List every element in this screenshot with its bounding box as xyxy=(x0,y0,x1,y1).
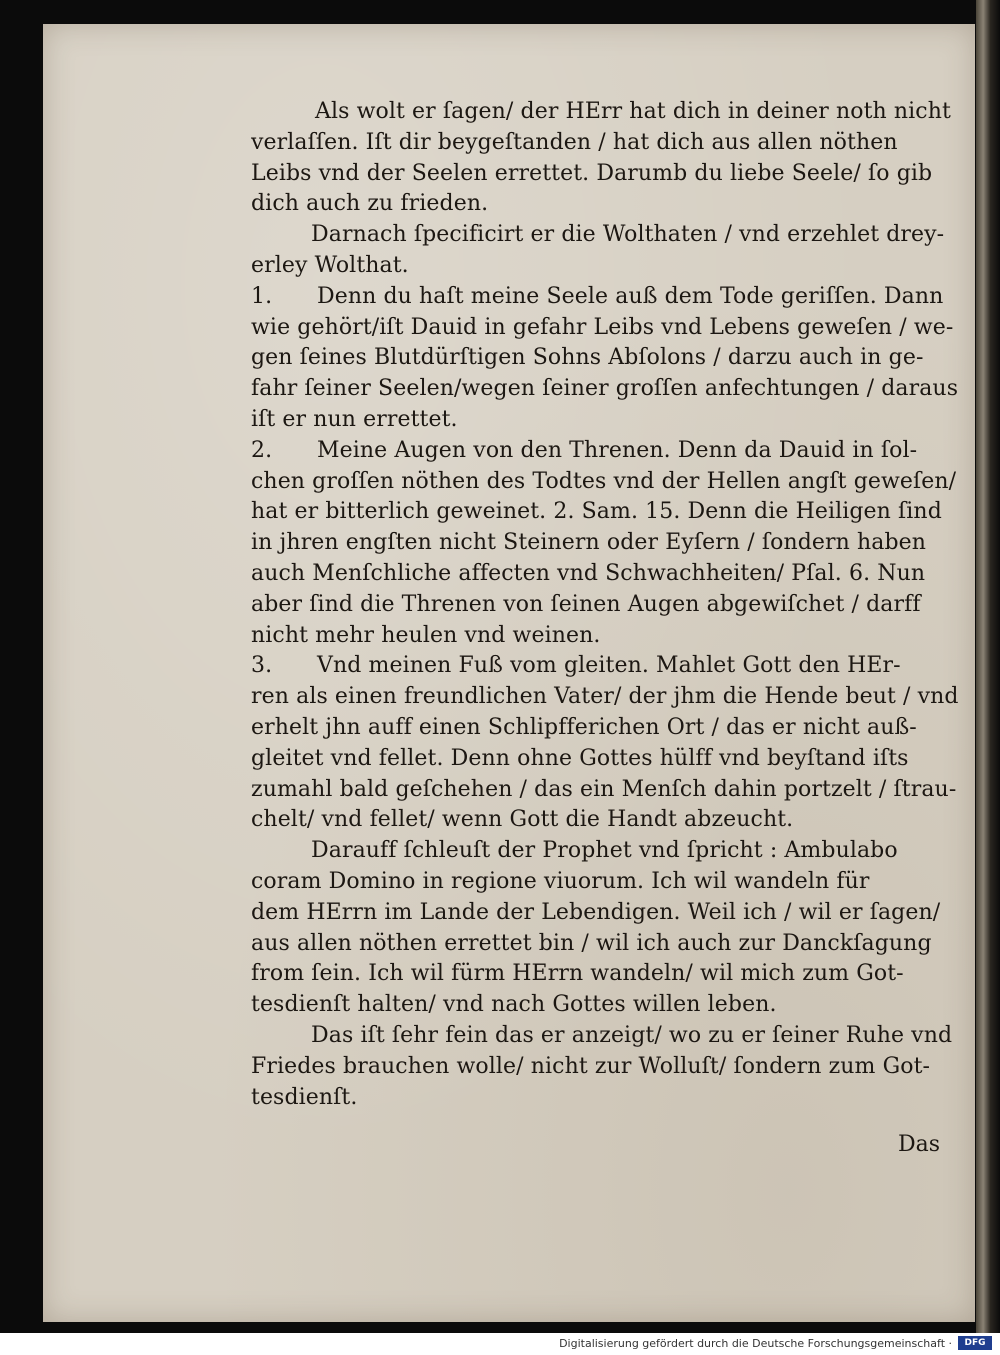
text-line: wie gehört/iſt Dauid in gefahr Leibs vnd Lebens geweſen / we- xyxy=(251,314,954,340)
text-line: aber ſind die Threnen von ſeinen Augen abgewiſchet / darff xyxy=(251,591,921,617)
text-line: hat er bitterlich geweinet. 2. Sam. 15. Denn die Heiligen ſind xyxy=(251,499,942,525)
text-line: Friedes brauchen wolle/ nicht zur Wolluſt/ ſondern zum Got- xyxy=(251,1053,931,1079)
text-line: tesdienſt halten/ vnd nach Gottes willen leben. xyxy=(251,992,777,1018)
numbered-paragraph-3 xyxy=(251,651,995,682)
text-line: Meine Augen von den Threnen. Denn da Dauid in ſol- xyxy=(317,437,918,463)
numbered-paragraph-2 xyxy=(251,436,995,467)
text-line: tesdienſt. xyxy=(251,1084,358,1110)
paragraph-number: 1. xyxy=(251,283,273,309)
text-line: nicht mehr heulen vnd weinen. xyxy=(251,622,601,648)
text-line: erhelt jhn auff einen Schlipfferichen Ort / das er nicht auß- xyxy=(251,714,917,740)
numbered-paragraph-1 xyxy=(251,282,995,313)
text-line: in jhren engſten nicht Steinern oder Eyſern / ſondern haben xyxy=(251,530,927,556)
text-line: auch Menſchliche affecten vnd Schwachheiten/ Pſal. 6. Nun xyxy=(251,560,926,586)
text-line: erley Wolthat. xyxy=(251,252,409,278)
funding-credit: Digitalisierung gefördert durch die Deutsche Forschungsgemeinschaft · xyxy=(559,1337,952,1350)
text-line: coram Domino in regione viuorum. Ich wil wandeln für xyxy=(251,868,870,894)
text-line: verlaſſen. Iſt dir beygeſtanden / hat dich aus allen nöthen xyxy=(251,129,898,155)
text-line: dem HErrn im Lande der Lebendigen. Weil ich / wil er ſagen/ xyxy=(251,899,941,925)
text-line: Vnd meinen Fuß vom gleiten. Mahlet Gott den HEr- xyxy=(317,653,901,679)
page-text xyxy=(251,97,995,1113)
text-line: aus allen nöthen errettet bin / wil ich auch zur Danckſagung xyxy=(251,930,932,956)
text-line: ren als einen freundlichen Vater/ der jhm die Hende beut / vnd xyxy=(251,684,959,710)
text-line: Das iſt ſehr fein das er anzeigt/ wo zu er ſeiner Ruhe vnd xyxy=(311,1022,953,1048)
paragraph-number: 3. xyxy=(251,653,273,679)
text-line: iſt er nun errettet. xyxy=(251,406,458,432)
text-line: chen groſſen nöthen des Todtes vnd der Hellen angſt geweſen/ xyxy=(251,468,957,494)
text-line: gen ſeines Blutdürſtigen Sohns Abſolons / darzu auch in ge- xyxy=(251,345,924,371)
text-line: Denn du haſt meine Seele auß dem Tode geriſſen. Dann xyxy=(317,283,944,309)
text-line: fahr ſeiner Seelen/wegen ſeiner groſſen anfechtungen / daraus xyxy=(251,376,959,402)
catchword: Das xyxy=(898,1132,941,1157)
text-line: Leibs vnd der Seelen errettet. Darumb du liebe Seele/ ſo gib xyxy=(251,160,933,186)
text-line: Darauff ſchleuſt der Prophet vnd ſpricht : Ambulabo xyxy=(311,838,898,864)
paragraph-number: 2. xyxy=(251,437,273,463)
text-line: Darnach ſpecificirt er die Wolthaten / vnd erzehlet drey- xyxy=(311,222,945,248)
text-line: chelt/ vnd fellet/ wenn Gott die Handt abzeucht. xyxy=(251,807,794,833)
text-line: gleitet vnd fellet. Denn ohne Gottes hülff vnd beyſtand iſts xyxy=(251,745,909,771)
text-line: zumahl bald geſchehen / das ein Menſch dahin portzelt / ſtrau- xyxy=(251,776,957,802)
text-line: Als wolt er ſagen/ der HErr hat dich in deiner noth nicht xyxy=(315,99,951,124)
text-line: dich auch zu frieden. xyxy=(251,191,489,217)
text-line: from ſein. Ich wil fürm HErrn wandeln/ wil mich zum Got- xyxy=(251,961,904,987)
footer-bar xyxy=(0,1333,1000,1355)
dfg-logo: DFG xyxy=(958,1336,992,1350)
